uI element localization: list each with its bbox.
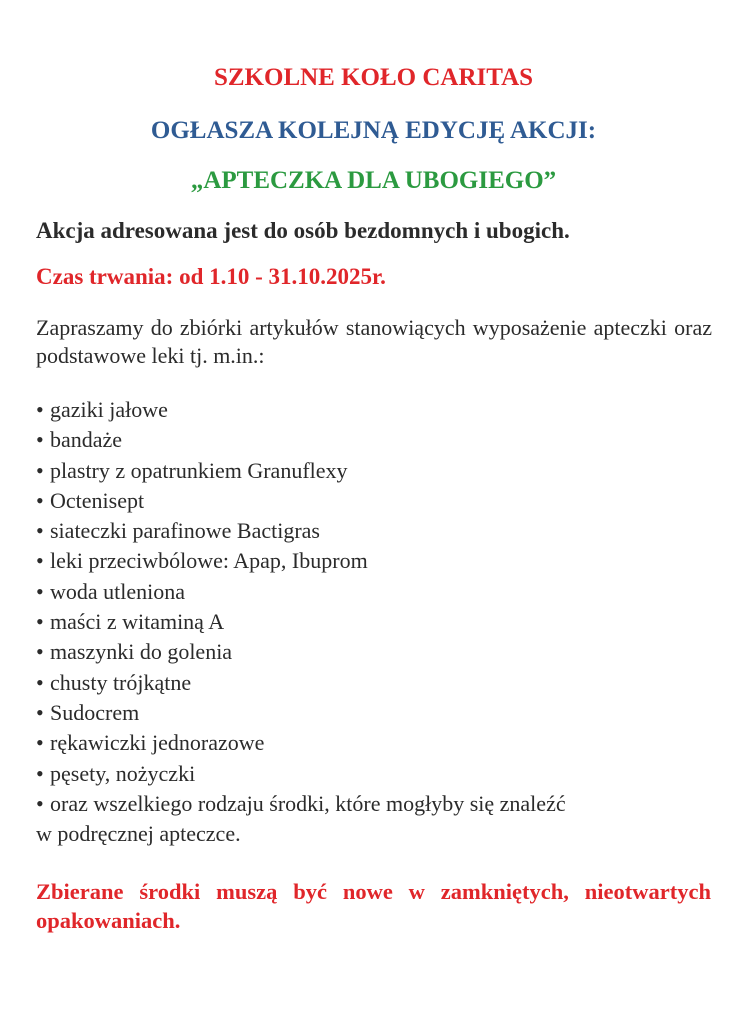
list-item: • rękawiczki jednorazowe <box>36 728 716 758</box>
title-announcement: OGŁASZA KOLEJNĄ EDYCJĘ AKCJI: <box>150 117 597 144</box>
bullet-icon: • <box>36 609 44 635</box>
bullet-icon: • <box>36 487 44 513</box>
bullet-icon: • <box>36 548 44 574</box>
bullet-icon: • <box>36 699 44 725</box>
list-item: • bandaże <box>36 425 716 455</box>
bullet-icon: • <box>36 397 44 422</box>
list-item: • plastry z opatrunkiem Granuflexy <box>36 456 716 486</box>
list-item: • gaziki jałowe <box>36 395 716 425</box>
bullet-icon: • <box>36 790 44 816</box>
list-item: • Sudocrem <box>36 698 716 728</box>
list-item: • Octenisept <box>36 486 716 516</box>
duration-text: Czas trwania: od 1.10 - 31.10.2025r. <box>36 264 386 289</box>
list-item: • maści z witaminą A <box>36 607 716 637</box>
bullet-icon: • <box>36 427 44 453</box>
bullet-icon: • <box>36 730 44 756</box>
list-item: • leki przeciwbólowe: Apap, Ibuprom <box>36 546 716 576</box>
invitation-text: Zapraszamy do zbiórki artykułów stanowiących wyposażenie apteczki oraz podstawowe leki tj. m.in.: <box>36 315 712 368</box>
bullet-icon: • <box>36 760 44 786</box>
list-item: • chusty trójkątne <box>36 668 716 698</box>
title-campaign-name: „APTECZKA DLA UBOGIEGO” <box>190 167 557 194</box>
items-list <box>36 395 716 849</box>
list-item: • woda utleniona <box>36 577 716 607</box>
list-item-continuation: w podręcznej apteczce. <box>36 821 241 847</box>
warning-text: Zbierane środki muszą być nowe w zamkniętych, nieotwartych opakowaniach. <box>36 879 711 933</box>
list-item: • siateczki parafinowe Bactigras <box>36 516 716 546</box>
list-item: • oraz wszelkiego rodzaju środki, które mogłyby się znaleźć <box>36 789 716 819</box>
bullet-icon: • <box>36 578 44 604</box>
bullet-icon: • <box>36 457 44 483</box>
list-item: • pęsety, nożyczki <box>36 759 716 789</box>
title-organization: SZKOLNE KOŁO CARITAS <box>213 64 534 91</box>
bullet-icon: • <box>36 669 44 695</box>
bullet-icon: • <box>36 639 44 665</box>
bullet-icon: • <box>36 518 44 544</box>
list-item: • maszynki do golenia <box>36 637 716 667</box>
intro-text: Akcja adresowana jest do osób bezdomnych i ubogich. <box>36 218 570 243</box>
